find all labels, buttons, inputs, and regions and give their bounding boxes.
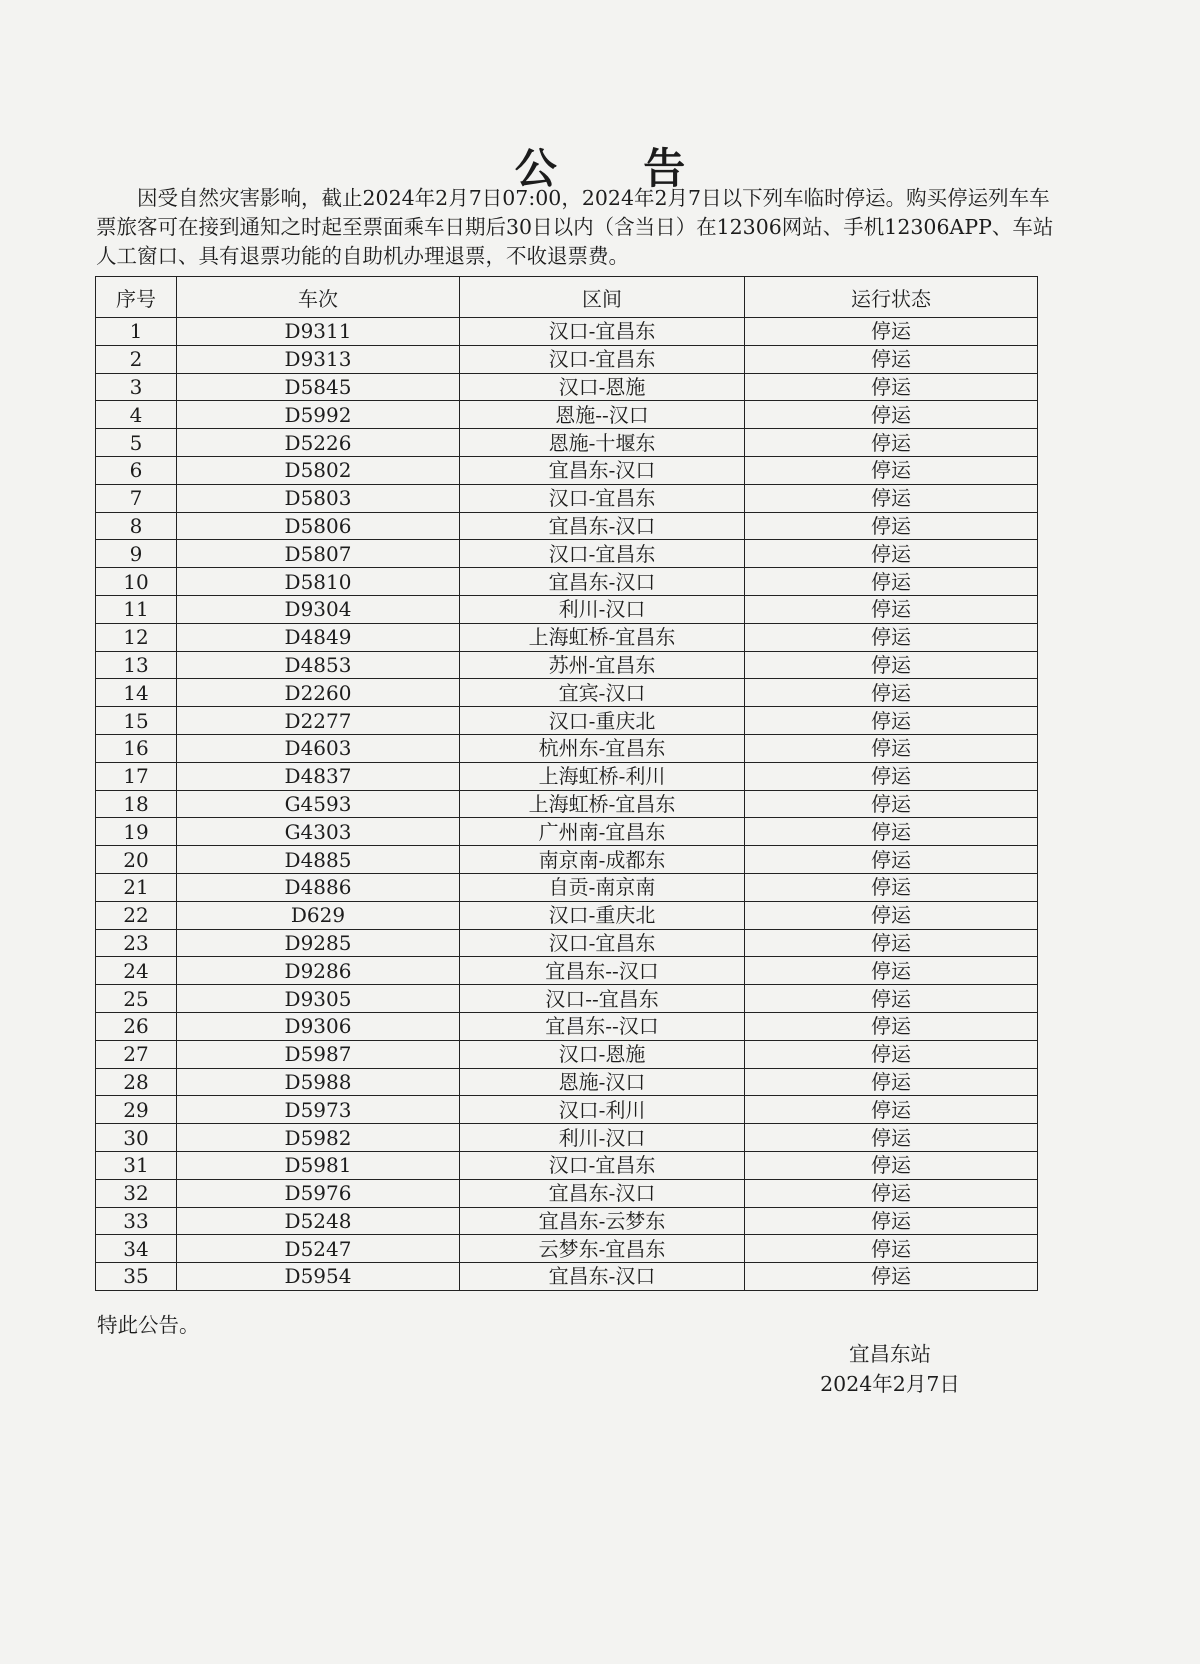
cell-status: 停运	[745, 1068, 1038, 1096]
cell-train-no: D5992	[177, 401, 460, 429]
cell-status: 停运	[745, 1124, 1038, 1152]
cell-seq: 7	[96, 484, 177, 512]
cell-seq: 18	[96, 790, 177, 818]
cell-seq: 19	[96, 818, 177, 846]
cell-status: 停运	[745, 484, 1038, 512]
cell-status: 停运	[745, 1151, 1038, 1179]
cell-train-no: G4303	[177, 818, 460, 846]
cell-status: 停运	[745, 623, 1038, 651]
table-row	[96, 429, 1038, 457]
cell-seq: 13	[96, 651, 177, 679]
cell-train-no: D9305	[177, 985, 460, 1013]
cell-train-no: D5807	[177, 540, 460, 568]
cell-seq: 27	[96, 1040, 177, 1068]
closing-text: 特此公告。	[97, 1313, 200, 1337]
table-row	[96, 1263, 1038, 1291]
cell-train-no: D4885	[177, 846, 460, 874]
cell-status: 停运	[745, 790, 1038, 818]
cell-status: 停运	[745, 401, 1038, 429]
cell-route: 汉口-宜昌东	[460, 345, 745, 373]
cell-seq: 25	[96, 985, 177, 1013]
cell-route: 自贡-南京南	[460, 873, 745, 901]
cell-train-no: D2277	[177, 707, 460, 735]
cell-status: 停运	[745, 1235, 1038, 1263]
cell-route: 宜昌东--汉口	[460, 957, 745, 985]
cell-route: 恩施-汉口	[460, 1068, 745, 1096]
cell-train-no: D5981	[177, 1151, 460, 1179]
cell-train-no: D5802	[177, 456, 460, 484]
cell-status: 停运	[745, 1263, 1038, 1291]
table-row	[96, 623, 1038, 651]
cell-route: 宜昌东-云梦东	[460, 1207, 745, 1235]
cell-train-no: D9311	[177, 318, 460, 346]
cell-train-no: D5976	[177, 1179, 460, 1207]
cell-status: 停运	[745, 818, 1038, 846]
cell-status: 停运	[745, 345, 1038, 373]
cell-train-no: D4853	[177, 651, 460, 679]
cell-status: 停运	[745, 846, 1038, 874]
table-row	[96, 512, 1038, 540]
cell-status: 停运	[745, 957, 1038, 985]
cell-seq: 24	[96, 957, 177, 985]
cell-status: 停运	[745, 1096, 1038, 1124]
cell-train-no: D5803	[177, 484, 460, 512]
cell-status: 停运	[745, 873, 1038, 901]
cell-route: 宜昌东-汉口	[460, 456, 745, 484]
cell-status: 停运	[745, 901, 1038, 929]
cell-train-no: D9304	[177, 595, 460, 623]
cell-seq: 34	[96, 1235, 177, 1263]
table-row	[96, 373, 1038, 401]
table-row	[96, 651, 1038, 679]
cell-train-no: D5954	[177, 1263, 460, 1291]
cell-seq: 30	[96, 1124, 177, 1152]
cell-seq: 33	[96, 1207, 177, 1235]
cell-seq: 1	[96, 318, 177, 346]
cell-status: 停运	[745, 707, 1038, 735]
cell-route: 宜昌东--汉口	[460, 1012, 745, 1040]
cell-route: 汉口-宜昌东	[460, 540, 745, 568]
table-row	[96, 595, 1038, 623]
cell-route: 汉口-重庆北	[460, 901, 745, 929]
cell-train-no: G4593	[177, 790, 460, 818]
cell-train-no: D9285	[177, 929, 460, 957]
table-row	[96, 734, 1038, 762]
cell-route: 汉口-宜昌东	[460, 929, 745, 957]
cell-status: 停运	[745, 929, 1038, 957]
cell-route: 宜昌东-汉口	[460, 1179, 745, 1207]
cell-seq: 32	[96, 1179, 177, 1207]
cell-seq: 6	[96, 456, 177, 484]
cell-seq: 12	[96, 623, 177, 651]
cell-seq: 28	[96, 1068, 177, 1096]
cell-route: 利川-汉口	[460, 1124, 745, 1152]
table-row	[96, 1040, 1038, 1068]
cell-status: 停运	[745, 318, 1038, 346]
cell-status: 停运	[745, 1012, 1038, 1040]
cell-route: 上海虹桥-宜昌东	[460, 790, 745, 818]
cell-train-no: D5987	[177, 1040, 460, 1068]
table-row	[96, 568, 1038, 596]
cell-seq: 22	[96, 901, 177, 929]
cell-route: 恩施-十堰东	[460, 429, 745, 457]
cell-status: 停运	[745, 540, 1038, 568]
cell-seq: 11	[96, 595, 177, 623]
table-row	[96, 1012, 1038, 1040]
cell-seq: 5	[96, 429, 177, 457]
cell-status: 停运	[745, 985, 1038, 1013]
cell-seq: 14	[96, 679, 177, 707]
notice-intro: 因受自然灾害影响，截止2024年2月7日07:00，2024年2月7日以下列车临时停运。购买停运列车车票旅客可在接到通知之时起至票面乘车日期后30日以内（含当日）在12306网站、手机12306APP、车站人工窗口、具有退票功能的自助机办理退票，不收退票费。	[96, 186, 1054, 268]
cell-seq: 21	[96, 873, 177, 901]
cell-status: 停运	[745, 373, 1038, 401]
cell-route: 宜昌东-汉口	[460, 512, 745, 540]
cell-seq: 15	[96, 707, 177, 735]
cell-route: 云梦东-宜昌东	[460, 1235, 745, 1263]
header-status: 运行状态	[745, 277, 1038, 318]
cell-train-no: D9286	[177, 957, 460, 985]
cell-status: 停运	[745, 651, 1038, 679]
cell-train-no: D5806	[177, 512, 460, 540]
cell-seq: 35	[96, 1263, 177, 1291]
cell-route: 宜宾-汉口	[460, 679, 745, 707]
table-row	[96, 985, 1038, 1013]
cell-train-no: D5226	[177, 429, 460, 457]
cell-seq: 23	[96, 929, 177, 957]
cell-train-no: D4849	[177, 623, 460, 651]
cell-seq: 3	[96, 373, 177, 401]
cell-train-no: D629	[177, 901, 460, 929]
cell-train-no: D4603	[177, 734, 460, 762]
cell-status: 停运	[745, 679, 1038, 707]
cell-route: 汉口-恩施	[460, 1040, 745, 1068]
cell-status: 停运	[745, 734, 1038, 762]
cell-seq: 17	[96, 762, 177, 790]
table-row	[96, 1235, 1038, 1263]
cell-status: 停运	[745, 762, 1038, 790]
cell-seq: 10	[96, 568, 177, 596]
cell-status: 停运	[745, 1179, 1038, 1207]
cell-route: 汉口-宜昌东	[460, 484, 745, 512]
table-row	[96, 484, 1038, 512]
cell-status: 停运	[745, 429, 1038, 457]
table-body	[96, 318, 1038, 1291]
cell-route: 恩施--汉口	[460, 401, 745, 429]
header-route: 区间	[460, 277, 745, 318]
signature-station: 宜昌东站	[849, 1342, 931, 1366]
cell-train-no: D4886	[177, 873, 460, 901]
table-row	[96, 929, 1038, 957]
table-row	[96, 456, 1038, 484]
cell-train-no: D5247	[177, 1235, 460, 1263]
table-header-row	[96, 277, 1038, 318]
table-row	[96, 345, 1038, 373]
cell-route: 汉口-宜昌东	[460, 318, 745, 346]
table-row	[96, 957, 1038, 985]
suspended-trains-table	[95, 276, 1038, 1291]
cell-route: 上海虹桥-利川	[460, 762, 745, 790]
table-row	[96, 707, 1038, 735]
cell-seq: 9	[96, 540, 177, 568]
table-row	[96, 1096, 1038, 1124]
table-row	[96, 762, 1038, 790]
cell-status: 停运	[745, 568, 1038, 596]
cell-route: 汉口-重庆北	[460, 707, 745, 735]
cell-route: 汉口-宜昌东	[460, 1151, 745, 1179]
table-row	[96, 540, 1038, 568]
cell-train-no: D5988	[177, 1068, 460, 1096]
cell-route: 南京南-成都东	[460, 846, 745, 874]
table-row	[96, 1151, 1038, 1179]
table-row	[96, 1124, 1038, 1152]
table-row	[96, 901, 1038, 929]
cell-status: 停运	[745, 595, 1038, 623]
cell-route: 宜昌东-汉口	[460, 568, 745, 596]
table-row	[96, 1179, 1038, 1207]
table-row	[96, 1068, 1038, 1096]
cell-train-no: D5810	[177, 568, 460, 596]
cell-seq: 20	[96, 846, 177, 874]
cell-train-no: D2260	[177, 679, 460, 707]
cell-seq: 29	[96, 1096, 177, 1124]
cell-route: 广州南-宜昌东	[460, 818, 745, 846]
table-row	[96, 818, 1038, 846]
cell-status: 停运	[745, 1207, 1038, 1235]
cell-status: 停运	[745, 456, 1038, 484]
cell-seq: 2	[96, 345, 177, 373]
header-train-no: 车次	[177, 277, 460, 318]
header-seq: 序号	[96, 277, 177, 318]
cell-route: 苏州-宜昌东	[460, 651, 745, 679]
cell-seq: 16	[96, 734, 177, 762]
cell-train-no: D5248	[177, 1207, 460, 1235]
table-row	[96, 401, 1038, 429]
cell-status: 停运	[745, 512, 1038, 540]
cell-seq: 8	[96, 512, 177, 540]
cell-train-no: D5982	[177, 1124, 460, 1152]
cell-train-no: D5973	[177, 1096, 460, 1124]
cell-route: 上海虹桥-宜昌东	[460, 623, 745, 651]
cell-route: 宜昌东-汉口	[460, 1263, 745, 1291]
cell-route: 汉口-恩施	[460, 373, 745, 401]
table-row	[96, 873, 1038, 901]
cell-status: 停运	[745, 1040, 1038, 1068]
cell-seq: 4	[96, 401, 177, 429]
cell-seq: 31	[96, 1151, 177, 1179]
cell-route: 汉口-利川	[460, 1096, 745, 1124]
cell-train-no: D4837	[177, 762, 460, 790]
table-row	[96, 1207, 1038, 1235]
table-row	[96, 318, 1038, 346]
signature-date: 2024年2月7日	[820, 1372, 960, 1396]
cell-train-no: D9306	[177, 1012, 460, 1040]
cell-route: 杭州东-宜昌东	[460, 734, 745, 762]
cell-route: 汉口--宜昌东	[460, 985, 745, 1013]
table-row	[96, 790, 1038, 818]
cell-train-no: D5845	[177, 373, 460, 401]
cell-train-no: D9313	[177, 345, 460, 373]
cell-seq: 26	[96, 1012, 177, 1040]
cell-route: 利川-汉口	[460, 595, 745, 623]
table-row	[96, 846, 1038, 874]
notice-title: 公 告	[514, 144, 722, 193]
table-row	[96, 679, 1038, 707]
